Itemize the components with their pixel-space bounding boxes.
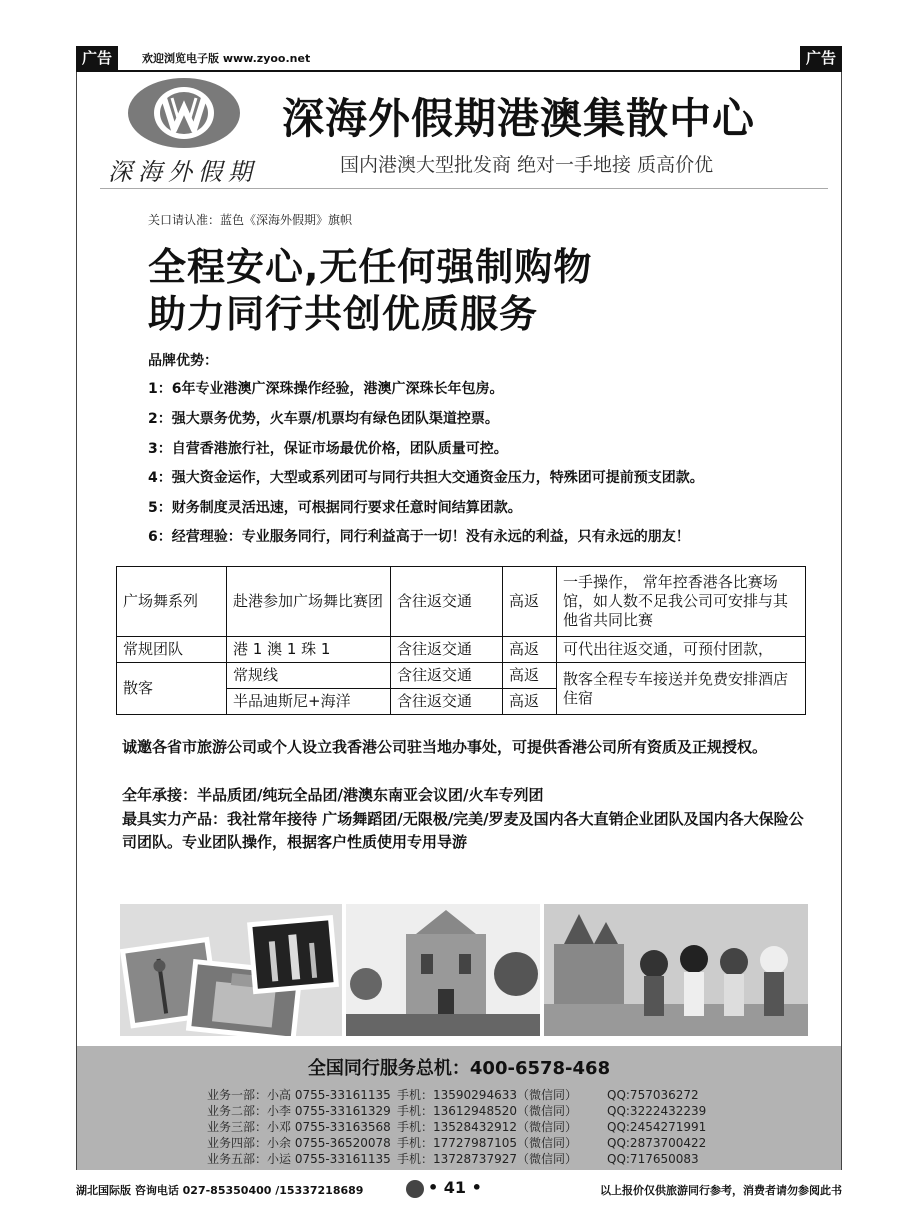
mobile: 手机：13612948520（微信同） <box>397 1104 577 1118</box>
headline-line-2: 助力同行共创优质服务 <box>148 292 539 336</box>
table-row <box>117 663 806 689</box>
dept-phone: 业务五部：小运 0755-33161135 <box>207 1152 391 1166</box>
advantage-item: 2：强大票务优势，火车票/机票均有绿色团队渠道控票。 <box>148 411 499 427</box>
ad-header-bar <box>76 46 842 70</box>
dept-phone: 业务三部：小邓 0755-33163568 <box>207 1120 391 1134</box>
table-cell: 一手操作， 常年控香港各比赛场馆，如人数不足我公司可安排与其他省共同比赛 <box>557 567 806 637</box>
table-cell: 高返 <box>503 637 557 663</box>
company-logo <box>128 78 240 148</box>
mobile: 手机：13590294633（微信同） <box>397 1088 577 1102</box>
table-row <box>117 567 806 637</box>
brand-divider <box>100 188 828 189</box>
flag-notice: 关口请认准：蓝色《深海外假期》旗帜 <box>148 213 353 227</box>
footer-right-text: 以上报价仅供旅游同行参考，消费者请勿参阅此书 <box>600 1184 842 1197</box>
table-cell: 含往返交通 <box>391 637 503 663</box>
tour-rates-table <box>116 566 806 715</box>
contact-row <box>207 1134 706 1151</box>
advantage-item: 6：经营理验：专业服务同行，同行利益高于一切！没有永远的利益，只有永远的朋友！ <box>148 529 690 545</box>
contact-panel <box>77 1046 841 1170</box>
table-cell: 常规线 <box>227 663 391 689</box>
table-cell: 散客 <box>117 663 227 715</box>
brand-subtitle: 国内港澳大型批发商 绝对一手地接 质高价优 <box>340 154 714 176</box>
ad-tag-right: 广告 <box>800 46 842 70</box>
ad-tag-left: 广告 <box>76 46 118 70</box>
ruins-of-st-paul-photo <box>346 904 540 1036</box>
strength-paragraph: 最具实力产品：我社常年接待 广场舞蹈团/无限极/完美/罗麦及国内各大直销企业团队及国内各大保险公司团队。专业团队操作，根据客户性质使用专用导游 <box>122 810 804 851</box>
page-badge-icon <box>406 1180 424 1198</box>
table-cell: 赴港参加广场舞比赛团 <box>227 567 391 637</box>
mobile: 手机：17727987105（微信同） <box>397 1136 577 1150</box>
qq-number: QQ:2454271991 <box>607 1120 707 1134</box>
hotline-number: 全国同行服务总机：400-6578-468 <box>307 1058 611 1079</box>
table-row <box>117 637 806 663</box>
table-cell: 高返 <box>503 689 557 715</box>
table-cell: 港 1 澳 1 珠 1 <box>227 637 391 663</box>
dept-phone: 业务二部：小李 0755-33161329 <box>207 1104 391 1118</box>
table-cell: 高返 <box>503 663 557 689</box>
advantage-item: 4：强大资金运作，大型或系列团可与同行共担大交通资金压力，特殊团可提前预支团款。 <box>148 470 704 486</box>
table-cell: 广场舞系列 <box>117 567 227 637</box>
year-round-paragraph: 全年承接：半品质团/纯玩全品团/港澳东南亚会议团/火车专列团 <box>122 786 544 804</box>
table-cell: 常规团队 <box>117 637 227 663</box>
advantage-item: 5：财务制度灵活迅速，可根据同行要求任意时间结算团款。 <box>148 500 522 516</box>
mobile: 手机：13528432912（微信同） <box>397 1120 577 1134</box>
table-cell: 半品迪斯尼+海洋 <box>227 689 391 715</box>
invitation-paragraph: 诚邀各省市旅游公司或个人设立我香港公司驻当地办事处，可提供香港公司所有资质及正规授权。 <box>122 738 768 756</box>
advantage-item: 3：自营香港旅行社，保证市场最优价格，团队质量可控。 <box>148 441 508 457</box>
dept-phone: 业务一部：小高 0755-33161135 <box>207 1088 391 1102</box>
dept-phone: 业务四部：小余 0755-36520078 <box>207 1136 391 1150</box>
qq-number: QQ:3222432239 <box>607 1104 707 1118</box>
contact-row <box>207 1102 706 1119</box>
disneyland-photo <box>544 904 808 1036</box>
contact-row <box>207 1086 699 1103</box>
table-cell: 含往返交通 <box>391 567 503 637</box>
site-url-text: 欢迎浏览电子版 www.zyoo.net <box>142 52 311 65</box>
qq-number: QQ:757036272 <box>607 1088 699 1102</box>
logo-script-name: 深海外假期 <box>108 158 258 186</box>
table-cell: 可代出往返交通，可预付团款， <box>557 637 806 663</box>
page-footer <box>76 1176 842 1200</box>
brand-title: 深海外假期港澳集散中心 <box>282 94 756 143</box>
table-cell: 含往返交通 <box>391 689 503 715</box>
logo-w-mark-icon <box>128 78 240 148</box>
table-cell: 高返 <box>503 567 557 637</box>
qq-number: QQ:2873700422 <box>607 1136 707 1150</box>
table-cell: 含往返交通 <box>391 663 503 689</box>
macau-collage-photo <box>120 904 342 1036</box>
contact-row <box>207 1150 699 1167</box>
headline-line-1: 全程安心,无任何强制购物 <box>148 245 593 289</box>
page-number <box>406 1178 482 1198</box>
contact-row <box>207 1118 706 1135</box>
table-cell: 散客全程专车接送并免费安排酒店住宿 <box>557 663 806 715</box>
qq-number: QQ:717650083 <box>607 1152 699 1166</box>
footer-left-text: 湖北国际版 咨询电话 027-85350400 /15337218689 <box>76 1184 364 1197</box>
mobile: 手机：13728737927（微信同） <box>397 1152 577 1166</box>
page-number-text: • 41 • <box>428 1178 482 1197</box>
advantages-title: 品牌优势： <box>148 353 218 369</box>
advantage-item: 1：6年专业港澳广深珠操作经验，港澳广深珠长年包房。 <box>148 381 504 397</box>
